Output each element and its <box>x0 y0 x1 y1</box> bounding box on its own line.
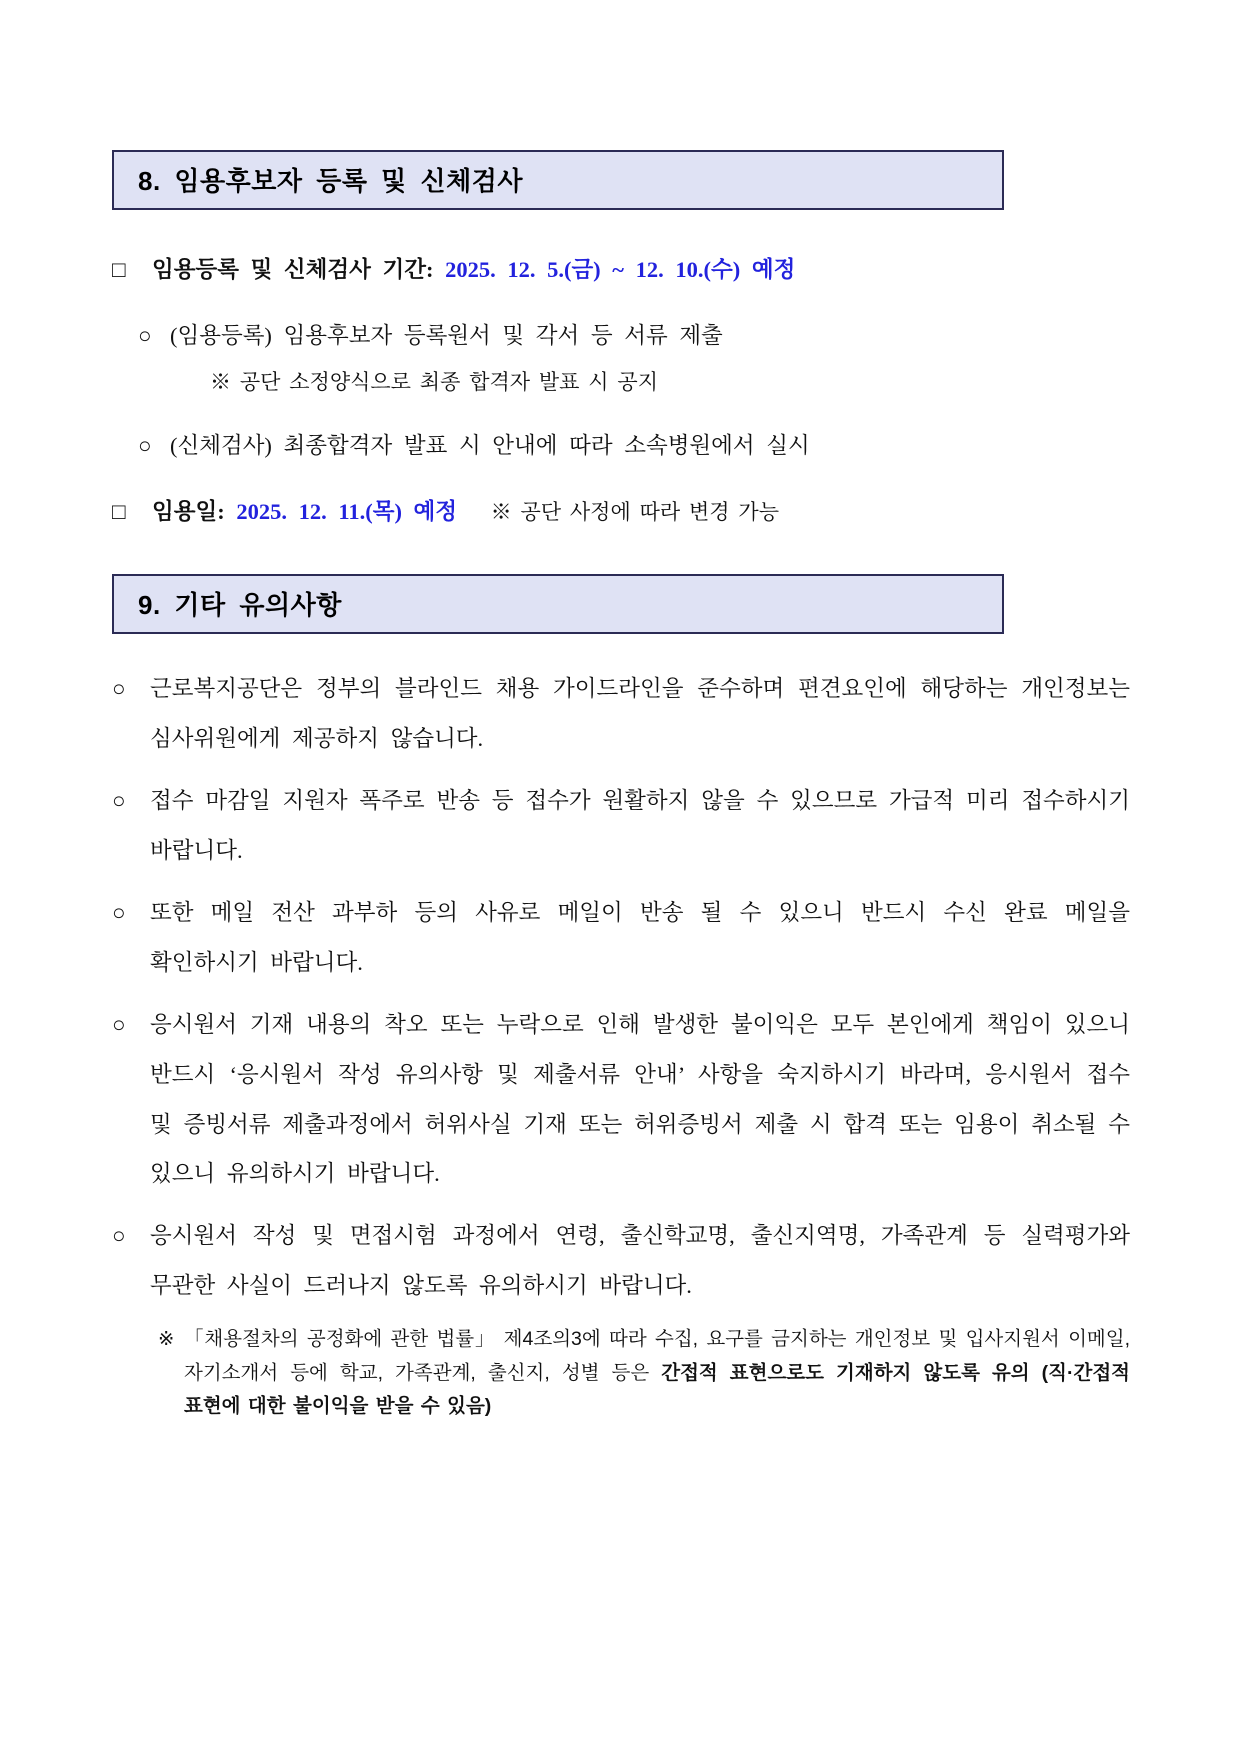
section8-header <box>112 150 1004 210</box>
section8-body <box>112 252 1130 526</box>
registration-note: ※ 공단 소정양식으로 최종 합격자 발표 시 공지 <box>210 371 658 394</box>
legal-footnote <box>158 1323 1130 1424</box>
notice-text: 또한 메일 전산 과부하 등의 사유로 메일이 반송 될 수 있으니 반드시 수신 완료 메일을 확인하시기 바랍니다. <box>150 899 1130 975</box>
circle-bullet-icon: ○ <box>112 787 126 813</box>
circle-bullet-icon: ○ <box>112 1011 126 1037</box>
registration-period-value: 2025. 12. 5.(금) ~ 12. 10.(수) 예정 <box>445 257 796 282</box>
section9-body <box>112 664 1130 1424</box>
notice-early-submission <box>112 776 1130 876</box>
appointment-date-value: 2025. 12. 11.(목) 예정 <box>236 499 458 524</box>
notice-application-errors <box>112 1000 1130 1200</box>
square-bullet-icon: □ <box>112 499 126 524</box>
circle-bullet-icon: ○ <box>112 899 126 925</box>
physical-exam-text: (신체검사) 최종합격자 발표 시 안내에 따라 소속병원에서 실시 <box>170 433 810 458</box>
legal-footnote-bold: 간접적 표현으로도 기재하지 않도록 유의 (직·간접적 표현에 대한 불이익을 받을 수 있음) <box>184 1361 1130 1418</box>
legal-footnote-text <box>184 1323 1130 1424</box>
section9-header <box>112 574 1004 634</box>
circle-bullet-icon: ○ <box>112 1223 126 1249</box>
appointment-date-text <box>152 494 779 526</box>
section9 <box>112 574 1130 1424</box>
reference-mark-icon: ※ <box>158 1328 175 1351</box>
registration-period-line <box>112 252 1130 284</box>
appointment-date-note: ※ 공단 사정에 따라 변경 가능 <box>490 501 779 524</box>
circle-bullet-icon: ○ <box>138 323 152 348</box>
notice-text: 접수 마감일 지원자 폭주로 반송 등 접수가 원활하지 않을 수 있으므로 가급적 미리 접수하시기 바랍니다. <box>150 787 1130 863</box>
notice-personal-info <box>112 1211 1130 1311</box>
circle-bullet-icon: ○ <box>112 676 126 701</box>
square-bullet-icon: □ <box>112 257 126 282</box>
circle-bullet-icon: ○ <box>138 433 152 458</box>
notice-text: 응시원서 작성 및 면접시험 과정에서 연령, 출신학교명, 출신지역명, 가족관계 등 실력평가와 무관한 사실이 드러나지 않도록 유의하시기 바랍니다. <box>150 1223 1130 1299</box>
notice-blind-recruitment <box>112 664 1130 764</box>
section8-title: 8. 임용후보자 등록 및 신체검사 <box>138 166 523 196</box>
notice-text: 응시원서 기재 내용의 착오 또는 누락으로 인해 발생한 불이익은 모두 본인에게 책임이 있으니 반드시 ‘응시원서 작성 유의사항 및 제출서류 안내’ 사항을 숙지하시기 바라며, 응시원서 접수 및 증빙서류 제출과정에서 허위사실 기재 또는 허위증빙서 제출 시 합격 또는 임용이 취소될 수 있으니 유의하시기 바랍니다. <box>150 1011 1130 1187</box>
registration-period-text <box>152 252 795 284</box>
physical-exam-line <box>138 428 1130 460</box>
notice-text: 근로복지공단은 정부의 블라인드 채용 가이드라인을 준수하며 편견요인에 해당하는 개인정보는 심사위원에게 제공하지 않습니다. <box>150 676 1130 751</box>
notice-mail-overload <box>112 888 1130 988</box>
registration-detail-text: (임용등록) 임용후보자 등록원서 및 각서 등 서류 제출 <box>170 323 723 348</box>
appointment-date-label: 임용일: <box>152 499 225 524</box>
registration-detail-line <box>138 318 1130 350</box>
legal-footnote-normal: 「채용절차의 공정화에 관한 법률」 제4조의3에 따라 수집, 요구를 금지하는 개인정보 및 입사지원서 이메일, 자기소개서 등에 학교, 가족관계, 출신지, 성별 등은 <box>184 1328 1130 1384</box>
appointment-date-line <box>112 494 1130 526</box>
section9-title: 9. 기타 유의사항 <box>138 590 342 620</box>
registration-period-label: 임용등록 및 신체검사 기간: <box>152 257 434 282</box>
